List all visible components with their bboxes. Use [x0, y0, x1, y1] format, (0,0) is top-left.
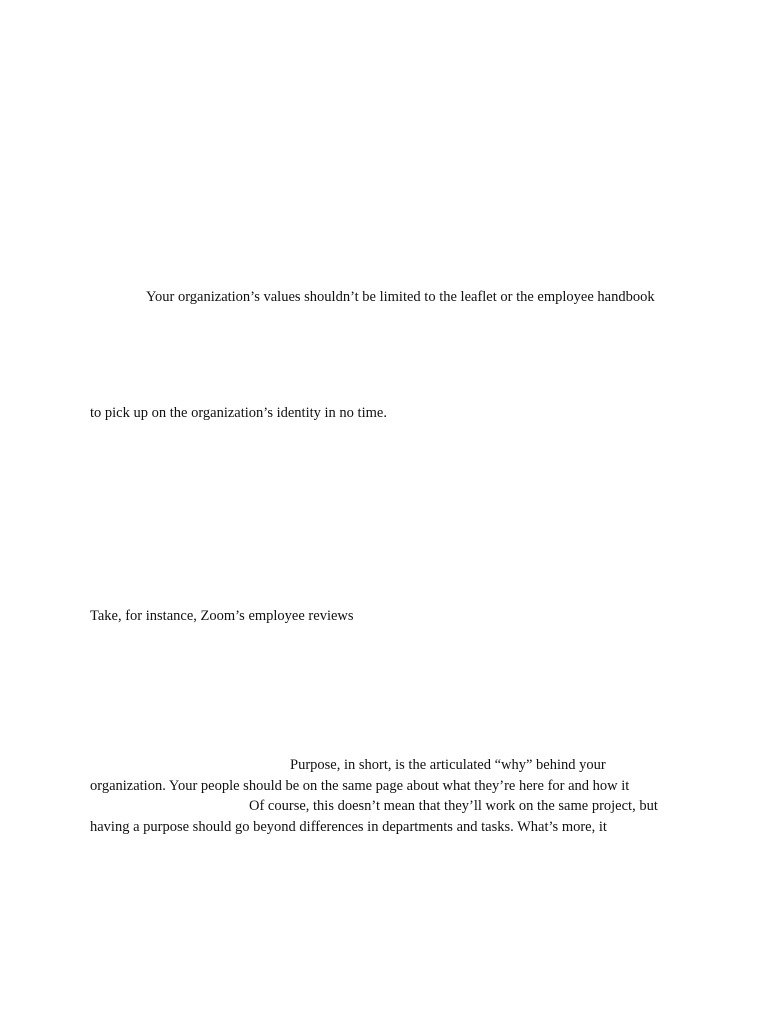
- text-line-values: Your organization’s values shouldn’t be limited to the leaflet or the employee handbook: [146, 289, 655, 305]
- text-line-having-purpose: having a purpose should go beyond differences in departments and tasks. What’s more, it: [90, 819, 607, 835]
- text-line-identity: to pick up on the organization’s identity in no time.: [90, 405, 387, 421]
- text-line-zoom-reviews: Take, for instance, Zoom’s employee reviews: [90, 608, 354, 624]
- text-line-organization: organization. Your people should be on the same page about what they’re here for and how it: [90, 778, 630, 794]
- text-line-purpose: Purpose, in short, is the articulated “why” behind your: [290, 757, 606, 773]
- text-line-of-course: Of course, this doesn’t mean that they’ll work on the same project, but: [249, 798, 658, 814]
